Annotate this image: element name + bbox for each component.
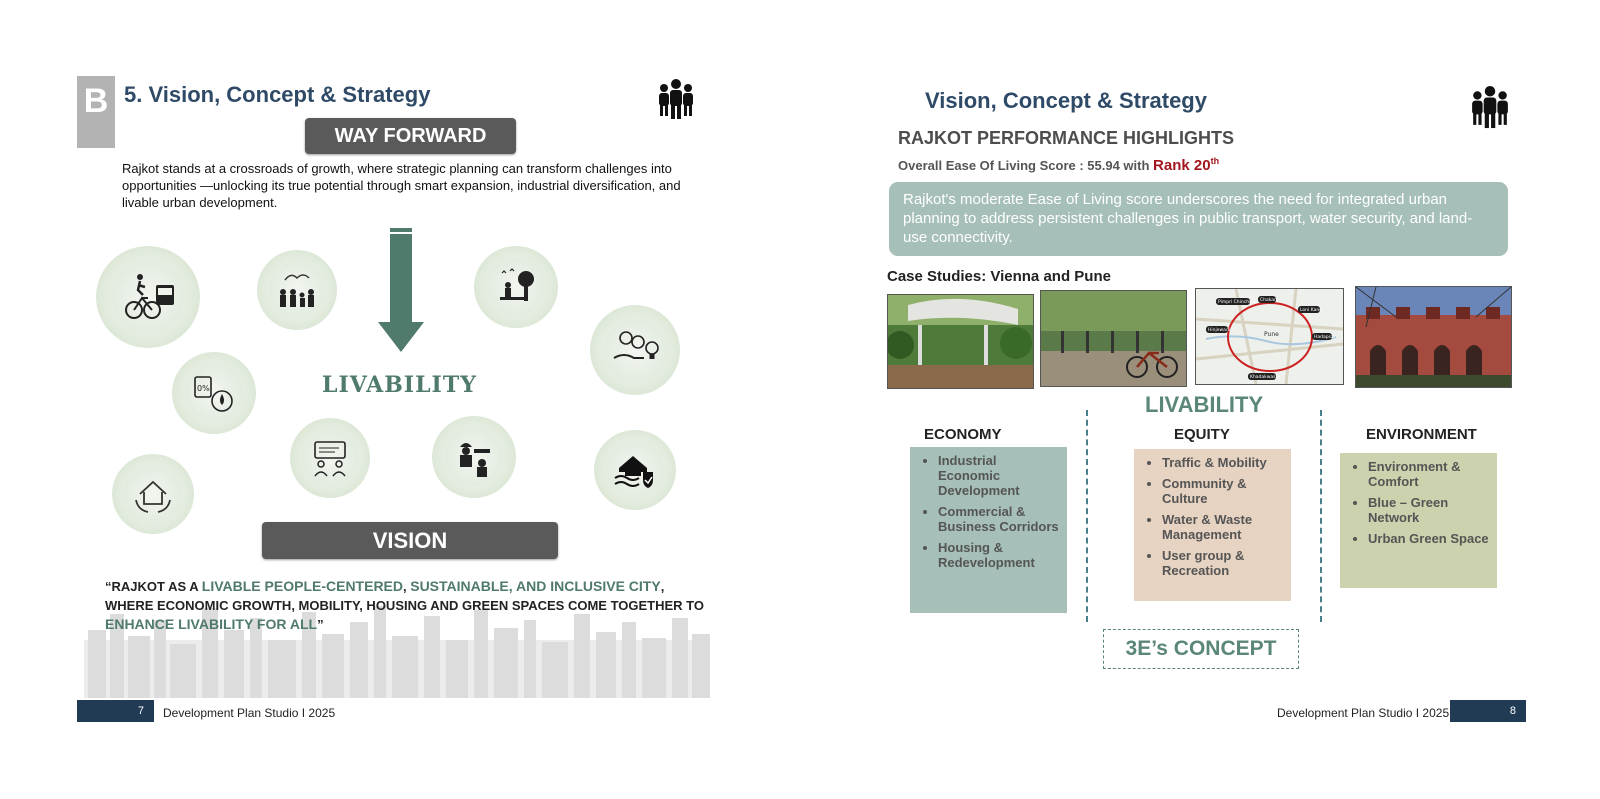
waste-water-icon [185,364,244,421]
list-item: • Urban Green Space [1368,531,1489,546]
meeting-circle [290,418,370,498]
worker-circle [432,416,516,498]
livability-label: LIVABILITY [1145,392,1264,417]
list-item: • Commercial & Business Corridors [938,504,1059,534]
list-item: • User group & Recreation [1162,548,1283,578]
page-number-bar [1450,700,1526,722]
flood-resilience-circle [594,430,676,510]
flood-resilience-icon [606,442,663,498]
column-divider [1086,410,1088,622]
page-title: Vision, Concept & Strategy [925,88,1207,113]
equity-box [1134,449,1291,601]
case-studies-title: Case Studies: Vienna and Pune [887,268,1111,285]
performance-heading: RAJKOT PERFORMANCE HIGHLIGHTS [898,128,1235,148]
economy-box [910,447,1067,613]
community-icon [269,262,325,318]
list-item: • Water & Waste Management [1162,512,1283,542]
housing-circle [112,454,194,534]
finance-idea-icon [604,319,667,382]
livability-label: LIVABILITY [322,372,477,398]
down-arrow-icon [378,228,424,354]
list-item: • Housing & Redevelopment [938,540,1059,570]
community-circle [257,250,337,330]
mobility-icon [112,261,185,332]
vision-quote: “RAJKOT AS A LIVABLE PEOPLE-CENTERED, SUSTAINABLE, AND INCLUSIVE CITY, WHERE ECONOMIC GROWTH, MOBILITY, HOUSING AND GREEN SPACES COME TOGETHER TO ENHANCE LIVABILITY FOR ALL” [105,578,704,632]
page-number: 8 [1509,705,1516,717]
column-divider [1320,410,1322,622]
environment-heading: ENVIRONMENT [1366,426,1477,443]
info-box: Rajkot's moderate Ease of Living score underscores the need for integrated urban planning to address persistent challenges in public transport, water security, and land-use connectivity. [889,182,1508,256]
ease-of-living-score: Overall Ease Of Living Score : 55.94 with Rank 20th [898,156,1220,174]
way-forward-banner: WAY FORWARD [305,118,516,154]
mobility-circle [96,246,200,348]
park-circle [474,246,558,328]
rank-label: Rank 20th [1153,156,1220,174]
concept-label: 3E’s CONCEPT [1103,629,1299,669]
case-study-map [1195,288,1344,385]
list-item: • Environment & Comfort [1368,459,1489,489]
worker-icon [445,428,504,485]
svg-text:Pimpri Chinchwad: Pimpri Chinchwad [1218,300,1259,305]
list-item: • Blue – Green Network [1368,495,1489,525]
page-number: 7 [137,705,144,717]
footer-text: Development Plan Studio I 2025 [1277,706,1450,720]
meeting-icon [302,430,358,486]
intro-text: Rajkot stands at a crossroads of growth, where strategic planning can transform challenges into opportunities —unlocking its true potential through smart expansion, industrial diversification, and livable urban development. [122,161,681,210]
svg-text:Pune: Pune [1264,331,1279,338]
section-badge: B [77,76,115,148]
svg-text:Khadakwasla: Khadakwasla [1250,375,1280,380]
svg-text:Hinjewadi: Hinjewadi [1208,328,1231,333]
people-group-icon [657,78,695,120]
case-study-photo-3 [1355,286,1512,388]
people-group-icon [1470,84,1510,130]
housing-icon [124,466,181,522]
page-title: 5. Vision, Concept & Strategy [124,82,431,107]
economy-heading: ECONOMY [924,426,1002,443]
list-item: • Traffic & Mobility [1162,455,1283,470]
equity-heading: EQUITY [1174,426,1230,443]
svg-text:0%: 0% [196,383,210,393]
case-study-photo-2 [1040,290,1187,387]
svg-text:Chakan: Chakan [1260,298,1277,303]
page-number-bar [77,700,154,722]
waste-water-circle [172,352,256,434]
vision-banner: VISION [262,522,558,559]
footer-text: Development Plan Studio I 2025 [163,706,336,720]
park-icon [487,258,546,315]
list-item: • Industrial Economic Development [938,453,1059,498]
finance-idea-circle [590,305,680,395]
environment-box [1340,453,1497,588]
case-study-photo-1 [887,294,1034,389]
svg-text:Hadapsar: Hadapsar [1314,335,1336,340]
svg-text:Loni Kand: Loni Kand [1300,308,1323,313]
list-item: • Community & Culture [1162,476,1283,506]
